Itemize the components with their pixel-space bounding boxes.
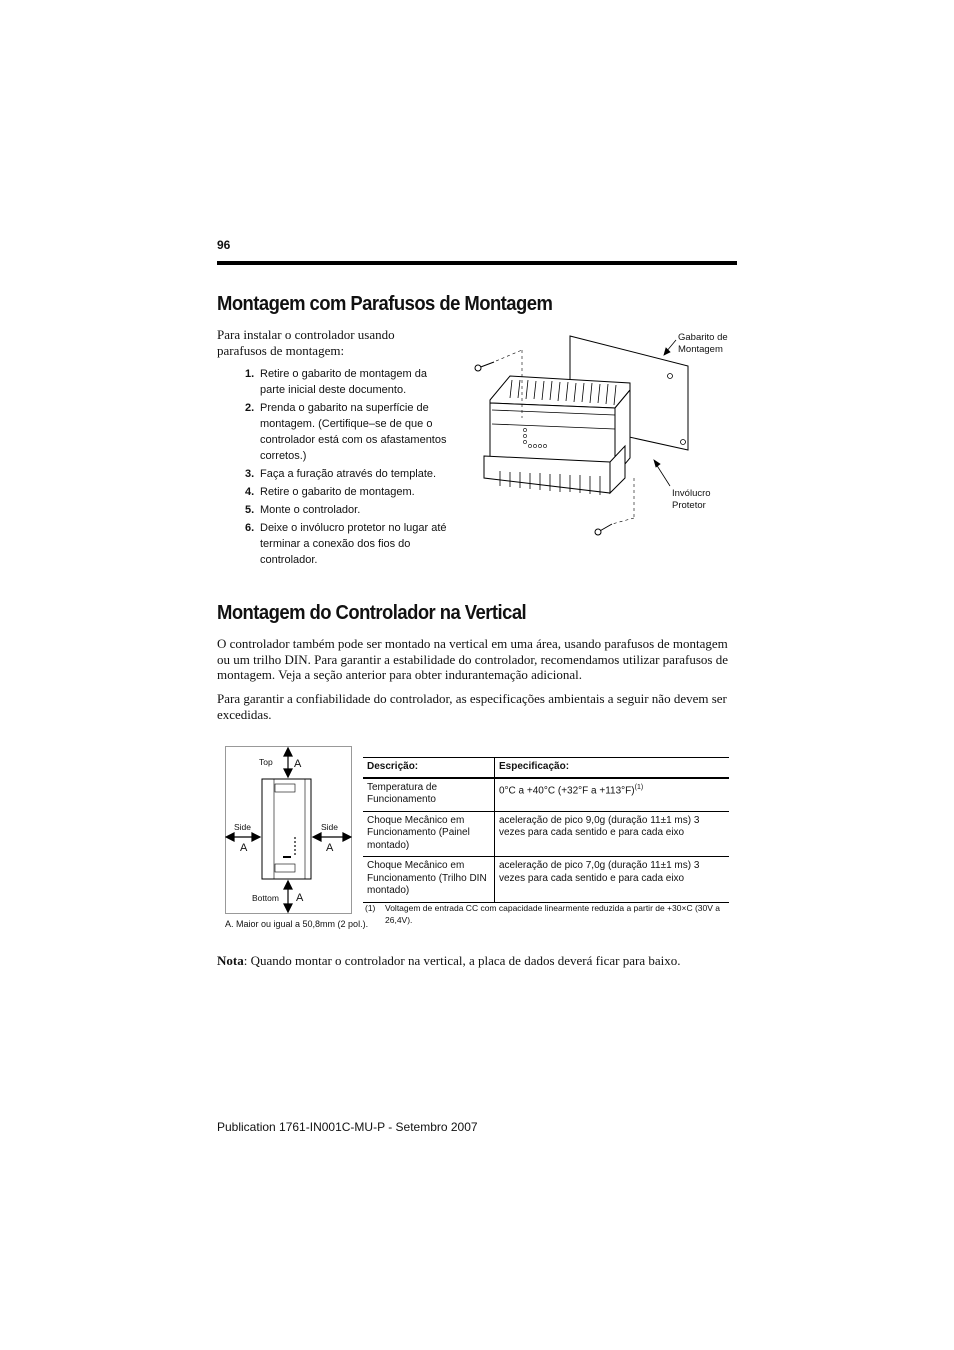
table-cell-specification: aceleração de pico 7,0g (duração 11±1 ms) 3 vezes para cada sentido e para cada eixo <box>495 857 730 903</box>
clearance-side-right-label: Side <box>321 822 339 832</box>
note-label: Nota <box>217 953 244 968</box>
step-number: 2. <box>245 402 255 414</box>
callout-line: Protetor <box>672 500 706 511</box>
section-heading-screw-mounting: Montagem com Parafusos de Montagem <box>217 292 553 315</box>
table-header-row <box>363 758 729 778</box>
mounting-steps-list <box>245 366 455 570</box>
step-text: Prenda o gabarito na superfície de montagem. (Certifique–se de que o controlador está com os afastamentos corretos.) <box>260 402 447 462</box>
callout-line: Gabarito de <box>678 332 728 343</box>
note-text: : Quando montar o controlador na vertical, a placa de dados deverá ficar para baixo. <box>243 953 681 968</box>
step-number: 1. <box>245 368 255 380</box>
table-row <box>363 857 729 903</box>
vertical-mount-note <box>217 953 680 969</box>
section-heading-vertical-mounting: Montagem do Controlador na Vertical <box>217 601 527 624</box>
callout-line: Invólucro <box>672 488 711 499</box>
list-item <box>245 484 455 500</box>
clearance-dimension-a: A <box>296 892 304 904</box>
environment-spec-paragraph: Para garantir a confiabilidade do controlador, as especificações ambientais a seguir não devem ser excedidas. <box>217 691 727 722</box>
clearance-caption: A. Maior ou igual a 50,8mm (2 pol.). <box>225 919 369 929</box>
step-text: Retire o gabarito de montagem. <box>260 486 415 498</box>
step-text: Faça a furação através do template. <box>260 468 437 480</box>
table-cell-description: Temperatura de Funcionamento <box>363 778 495 812</box>
clearance-side-left-label: Side <box>234 822 252 832</box>
callout-protective-cover <box>672 488 711 512</box>
clearance-dimension-a: A <box>294 758 302 770</box>
step-text: Retire o gabarito de montagem da parte inicial deste documento. <box>260 368 427 396</box>
mounting-intro: Para instalar o controlador usando parafusos de montagem: <box>217 327 395 358</box>
callout-line: Montagem <box>678 344 723 355</box>
list-item <box>245 466 455 482</box>
footnote-mark: (1) <box>365 903 376 913</box>
header-rule <box>217 261 737 265</box>
step-number: 6. <box>245 522 255 534</box>
page-number: 96 <box>217 238 231 252</box>
list-item <box>245 520 455 568</box>
table-cell-description: Choque Mecânico em Funcionamento (Trilho DIN montado) <box>363 857 495 903</box>
footnote-ref: (1) <box>634 783 644 791</box>
publication-footer: Publication 1761-IN001C-MU-P - Setembro 2007 <box>217 1120 478 1134</box>
step-number: 4. <box>245 486 255 498</box>
clearance-bottom-label: Bottom <box>252 893 279 903</box>
table-cell-specification: aceleração de pico 9,0g (duração 11±1 ms) 3 vezes para cada sentido e para cada eixo <box>495 811 730 857</box>
vertical-mounting-paragraph: O controlador também pode ser montado na vertical em uma área, usando parafusos de montagem ou um trilho DIN. Para garantir a estabilidade do controlador, recomendamos utilizar parafusos de montagem. Veja a seção anterior para obter indurantemação adicional. <box>217 636 729 682</box>
step-text: Deixe o invólucro protetor no lugar até terminar a conexão dos fios do controlador. <box>260 522 447 566</box>
step-number: 3. <box>245 468 255 480</box>
column-header-specification: Especificação: <box>495 758 730 778</box>
list-item <box>245 400 455 464</box>
column-header-description: Descrição: <box>363 758 495 778</box>
screw-mounting-illustration <box>470 328 740 550</box>
clearance-dimension-a: A <box>240 842 248 854</box>
table-cell-specification <box>495 778 730 812</box>
clearance-top-label: Top <box>259 757 273 767</box>
step-number: 5. <box>245 504 255 516</box>
callout-mounting-template <box>678 332 728 356</box>
step-text: Monte o controlador. <box>260 504 361 516</box>
table-cell-description: Choque Mecânico em Funcionamento (Painel montado) <box>363 811 495 857</box>
table-footnote <box>365 902 735 926</box>
environment-spec-table <box>363 757 729 903</box>
table-row <box>363 811 729 857</box>
clearance-dimension-a: A <box>326 842 334 854</box>
list-item <box>245 366 455 398</box>
footnote-text: Voltagem de entrada CC com capacidade linearmente reduzida a partir de +30×C (30V a 26,4V). <box>385 903 721 925</box>
list-item <box>245 502 455 518</box>
spec-value: 0°C a +40°C (+32°F a +113°F) <box>499 784 635 796</box>
table-row <box>363 778 729 812</box>
